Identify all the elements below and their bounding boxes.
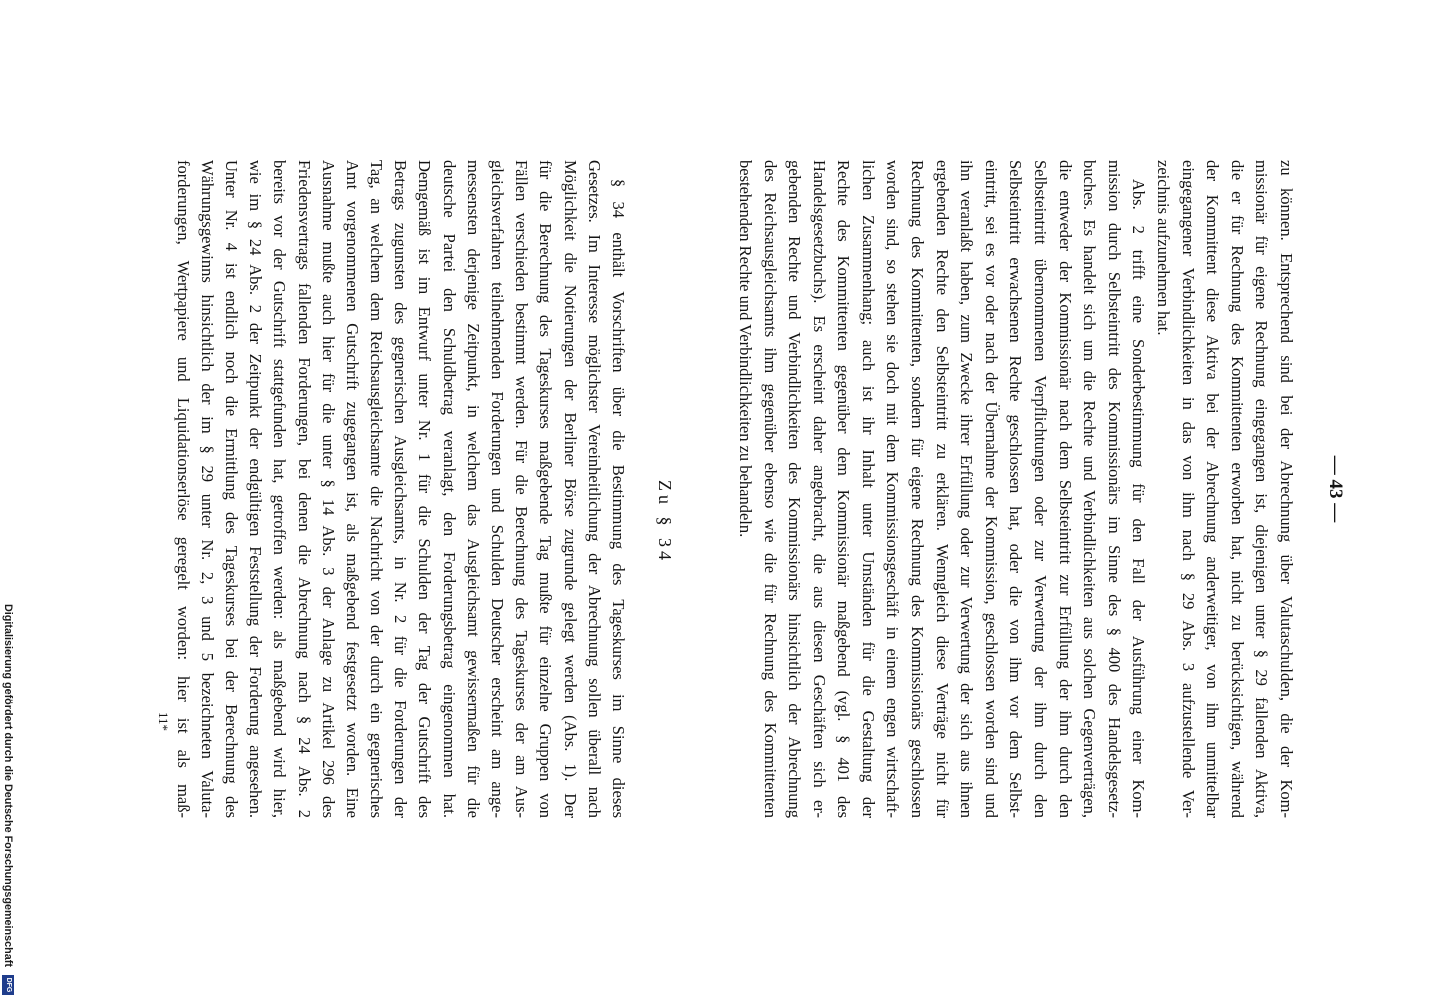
text-line: Unter Nr. 4 ist endlich noch die Ermittlung des Tageskurses bei der Berechnung des (222, 160, 241, 818)
text-line: Fällen verschieden bestimmt werden. Für die Berechnung des Tageskurses der am Aus- (512, 160, 532, 818)
text-line: Friedensvertrags fallenden Forderungen, bei denen die Abrechnung nach § 24 Abs. 2 (294, 160, 314, 818)
text-line: Ausnahme mußte auch hier für die unter § 14 Abs. 3 der Anlage zu Artikel 296 des (318, 160, 338, 818)
page-number: — 43 — (1325, 455, 1346, 523)
text-line: bestehenden Rechte und Verbindlichkeiten zu behandeln. (735, 160, 755, 538)
text-line: forderungen, Wertpapiere und Liquidationserlöse geregelt worden: hier ist als maß- (173, 160, 193, 818)
text-line: zeichnis aufzunehmen hat. (1154, 160, 1174, 336)
text-line: Gesetzes. Im Interesse möglichster Vereinheitlichung der Abrechnung sollen überall nach (584, 160, 604, 818)
text-line: Rechnung des Kommittenten, sondern für eigene Rechnung des Kommissionärs geschlossen (908, 160, 928, 818)
text-line: § 34 enthält Vorschriften über die Bestimmung des Tageskurses im Sinne dieses (609, 179, 628, 818)
text-block-lower (170, 160, 630, 818)
text-line: Möglichkeit die Notierungen der Berliner Börse zugrunde gelegt werden (Abs. 1). Der (560, 160, 580, 818)
text-line: lichen Zusammenhang; auch ist ihr Inhalt unter Umständen für die Gestaltung der (858, 160, 878, 818)
printer-signature: 11* (156, 712, 171, 732)
text-line: für die Berechnung des Tageskurses maßgebende Tag mußte für einzelne Gruppen von (536, 160, 556, 818)
text-line: gebenden Rechte und Verbindlichkeiten des Kommissionärs hinsichtlich der Abrechnung (785, 160, 805, 818)
paragraph (1150, 160, 1298, 818)
text-block-upper (732, 160, 1298, 818)
text-line: buches. Es handelt sich um die Rechte und Verbindlichkeiten aus solchen Gegenverträgen, (1080, 160, 1100, 818)
text-line: Währungsgewinns hinsichtlich der im § 29 unter Nr. 2, 3 und 5 bezeichneten Valuta- (197, 160, 217, 818)
text-line: Rechte des Kommittenten gegenüber dem Kommissionär maßgebend (vgl. § 401 des (834, 160, 854, 818)
text-line: Demgemäß ist im Entwurf unter Nr. 1 für die Schulden der Tag der Gutschrift des (415, 160, 435, 818)
text-line: eingegangener Verbindlichkeiten in das von ihm nach § 29 Abs. 3 aufzustellende Ver- (1178, 160, 1198, 818)
digitization-credit-text: Digitalisierung gefördert durch die Deutsche Forschungsgemeinschaft (2, 604, 14, 967)
text-line: Abs. 2 trifft eine Sonderbestimmung für den Fall der Ausführung einer Kom- (1129, 179, 1149, 818)
text-line: Tag, an welchem dem Reichsausgleichsamte die Nachricht von der durch ein gegnerisches (367, 160, 387, 818)
text-line: eintritt, sei es vor oder nach der Übernahme der Kommission, geschlossen worden sind und (981, 160, 1001, 818)
paragraph (732, 160, 1150, 818)
digitization-credit (1, 604, 15, 995)
text-line: bereits vor der Gutschrift stattgefunden hat, getroffen werden: als maßgebend wird hier, (270, 160, 290, 818)
text-line: Selbsteintritt übernommenen Verpflichtungen oder zur Verwertung der ihm durch den (1031, 160, 1051, 818)
text-line: mission durch Selbsteintritt des Kommissionärs im Sinne des § 400 des Handelsgesetz- (1104, 160, 1124, 818)
text-line: die entweder der Kommissionär nach dem Selbsteintritt zur Erfüllung der ihm durch den (1055, 160, 1075, 818)
text-line: deutsche Partei den Schuldbetrag veranlagt, den Forderungsbetrag eingenommen hat. (439, 160, 459, 818)
dfg-logo: DFG (2, 975, 14, 995)
text-line: wie im § 24 Abs. 2 der Zeitpunkt der endgültigen Feststellung der Forderung angesehen. (246, 160, 266, 818)
text-line: ergebenden Rechte den Selbsteintritt zu erklären. Wenngleich diese Verträge nicht für (932, 160, 952, 818)
paragraph (170, 160, 630, 818)
text-line: der Kommittent diese Aktiva bei der Abrechnung anderweitiger, von ihm unmittelbar (1203, 160, 1223, 818)
text-line: worden sind, so stehen sie doch mit dem Kommissionsgeschäft in einem engen wirtschaft- (883, 160, 903, 818)
text-line: gleichsverfahren teilnehmenden Forderungen und Schulden Deutscher erscheint am ange- (488, 160, 508, 818)
text-line: ihn veranlaßt haben, zum Zwecke ihrer Erfüllung oder zur Verwertung der sich aus ihnen (957, 160, 977, 818)
text-line: missionär für eigene Rechnung eingegangen ist, diejenigen unter § 29 fallenden Aktiva, (1252, 160, 1272, 818)
text-line: Selbsteintritt erwachsenen Rechte geschlossen hat, oder die von ihm vor dem Selbst- (1006, 160, 1026, 818)
text-line: messensten derjenige Zeitpunkt, in welchem das Ausgleichsamt gewissermaßen für die (463, 160, 483, 818)
section-heading: Zu § 34 (655, 480, 675, 564)
text-line: Handelsgesetzbuchs). Es erscheint daher angebracht, die aus diesen Geschäften sich er- (809, 160, 829, 818)
text-line: Amt vorgenommenen Gutschrift zugegangen ist, als maßgebend festgesetzt worden. Eine (342, 160, 362, 818)
text-line: Betrags zugunsten des gegnerischen Ausgleichsamts, in Nr. 2 für die Forderungen der (391, 160, 411, 818)
text-line: die er für Rechnung des Kommittenten erworben hat, nicht zu berücksichtigen, während (1227, 160, 1247, 818)
text-line: zu können. Entsprechend sind bei der Abrechnung über Valutaschulden, die der Kom- (1277, 160, 1296, 818)
text-line: des Reichsausgleichsamts ihm gegenüber ebenso wie die für Rechnung des Kommittenten (760, 160, 780, 818)
